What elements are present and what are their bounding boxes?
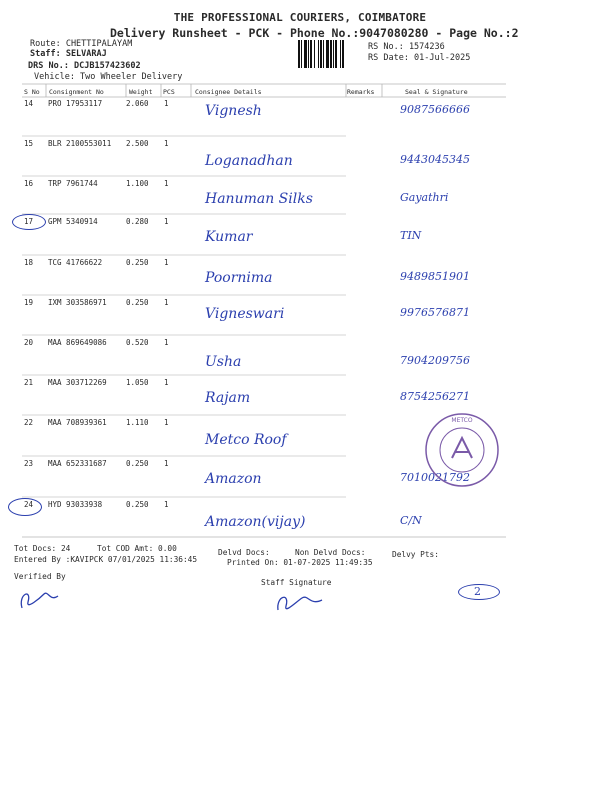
row-signature-handwritten: 7010021792 (400, 471, 470, 484)
row-pcs: 1 (164, 418, 169, 427)
runsheet-title: Delivery Runsheet - PCK - Phone No.:9047080280 - Page No.:2 (110, 26, 519, 40)
col-consignee: Consignee Details (195, 88, 262, 96)
row-consignee-handwritten: Vigneswari (205, 306, 285, 322)
route: Route: CHETTIPALAYAM (30, 39, 133, 49)
row-pcs: 1 (164, 258, 169, 267)
row-pcs: 1 (164, 459, 169, 468)
row-sno: 20 (24, 338, 34, 347)
row-consignment-no: TRP 7961744 (48, 179, 98, 188)
row-consignee-handwritten: Hanuman Silks (205, 191, 313, 207)
row-weight: 0.250 (126, 258, 149, 267)
row-weight: 0.280 (126, 217, 149, 226)
row-consignment-no: HYD 93033938 (48, 500, 103, 509)
row-weight: 1.100 (126, 179, 149, 188)
row-consignment-no: MAA 303712269 (48, 378, 107, 387)
row-pcs: 1 (164, 139, 169, 148)
drs-number: DRS No.: DCJB157423602 (28, 61, 141, 71)
row-weight: 2.060 (126, 99, 149, 108)
delivery-points: Delvy Pts: (392, 550, 439, 559)
row-pcs: 1 (164, 378, 169, 387)
row-consignee-handwritten: Amazon (205, 471, 262, 487)
row-pcs: 1 (164, 217, 169, 226)
row-signature-handwritten: 8754256271 (400, 390, 470, 403)
row-consignment-no: TCG 41766622 (48, 258, 103, 267)
company-seal-stamp (422, 410, 502, 490)
row-weight: 0.520 (126, 338, 149, 347)
row-consignee-handwritten: Kumar (205, 229, 253, 245)
row-signature-handwritten: 9443045345 (400, 153, 470, 166)
row-sno: 18 (24, 258, 34, 267)
col-consignment: Consignment No (49, 88, 104, 96)
row-sno: 22 (24, 418, 34, 427)
row-pcs: 1 (164, 99, 169, 108)
col-pcs: PCS (163, 88, 175, 96)
staff-signature-icon (272, 586, 332, 616)
col-seal-signature: Seal & Signature (405, 88, 468, 96)
row-signature-handwritten: 9976576871 (400, 306, 470, 319)
row-sno: 23 (24, 459, 34, 468)
row-signature-handwritten: 7904209756 (400, 354, 470, 367)
row-pcs: 1 (164, 500, 169, 509)
printed-on: Printed On: 01-07-2025 11:49:35 (227, 558, 373, 567)
row-signature-handwritten: C/N (400, 514, 422, 527)
verified-by-label: Verified By (14, 572, 66, 581)
col-sno: S No (24, 88, 40, 96)
verifier-signature-icon (14, 580, 74, 616)
row-weight: 1.110 (126, 418, 149, 427)
row-weight: 1.050 (126, 378, 149, 387)
total-docs: Tot Docs: 24 (14, 544, 71, 553)
row-weight: 0.250 (126, 298, 149, 307)
row-sno: 16 (24, 179, 34, 188)
col-remarks: Remarks (347, 88, 375, 96)
row-pcs: 1 (164, 338, 169, 347)
row-consignment-no: GPM 5340914 (48, 217, 98, 226)
row-consignee-handwritten: Metco Roof (205, 432, 287, 448)
row-weight: 0.250 (126, 459, 149, 468)
row-sno: 15 (24, 139, 34, 148)
row-weight: 2.500 (126, 139, 149, 148)
row-consignment-no: MAA 869649086 (48, 338, 107, 347)
row-pcs: 1 (164, 179, 169, 188)
row-consignment-no: PRO 17953117 (48, 99, 103, 108)
row-consignment-no: IXM 303586971 (48, 298, 107, 307)
row-consignment-no: MAA 652331687 (48, 459, 107, 468)
row-signature-handwritten: 9087566666 (400, 103, 470, 116)
row-sno: 17 (24, 217, 34, 226)
row-consignee-handwritten: Amazon(vijay) (205, 514, 306, 530)
row-sno: 14 (24, 99, 34, 108)
row-sno: 21 (24, 378, 34, 387)
rs-number: RS No.: 1574236 (368, 42, 445, 52)
delivered-docs: Delvd Docs: (218, 548, 270, 557)
entered-by: Entered By :KAVIPCK 07/01/2025 11:36:45 (14, 555, 198, 564)
row-signature-handwritten: TIN (400, 229, 422, 242)
row-consignee-handwritten: Loganadhan (205, 153, 293, 169)
row-sno: 19 (24, 298, 34, 307)
row-signature-handwritten: 9489851901 (400, 270, 470, 283)
page-mark: 2 (474, 585, 481, 598)
staff-signature-label: Staff Signature (261, 578, 332, 587)
vehicle: Vehicle: Two Wheeler Delivery (34, 72, 183, 82)
non-delivered-docs: Non Delvd Docs: (295, 548, 366, 557)
company-name: THE PROFESSIONAL COURIERS, COIMBATORE (173, 11, 427, 24)
sno-circle-mark (12, 214, 46, 230)
staff: Staff: SELVARAJ (30, 49, 107, 59)
col-weight: Weight (129, 88, 153, 96)
row-signature-handwritten: Gayathri (400, 191, 449, 204)
sno-circle-mark (8, 498, 42, 516)
row-consignee-handwritten: Poornima (205, 270, 273, 286)
row-consignee-handwritten: Usha (205, 354, 242, 370)
rs-date: RS Date: 01-Jul-2025 (368, 53, 471, 63)
total-cod-amount: Tot COD Amt: 0.00 (97, 544, 177, 553)
row-sno: 24 (24, 500, 34, 509)
row-consignment-no: BLR 2100553011 (48, 139, 112, 148)
row-pcs: 1 (164, 298, 169, 307)
row-consignee-handwritten: Rajam (205, 390, 251, 406)
row-consignee-handwritten: Vignesh (205, 103, 262, 119)
svg-text:METCO: METCO (451, 417, 473, 424)
row-weight: 0.250 (126, 500, 149, 509)
row-consignment-no: MAA 708939361 (48, 418, 107, 427)
